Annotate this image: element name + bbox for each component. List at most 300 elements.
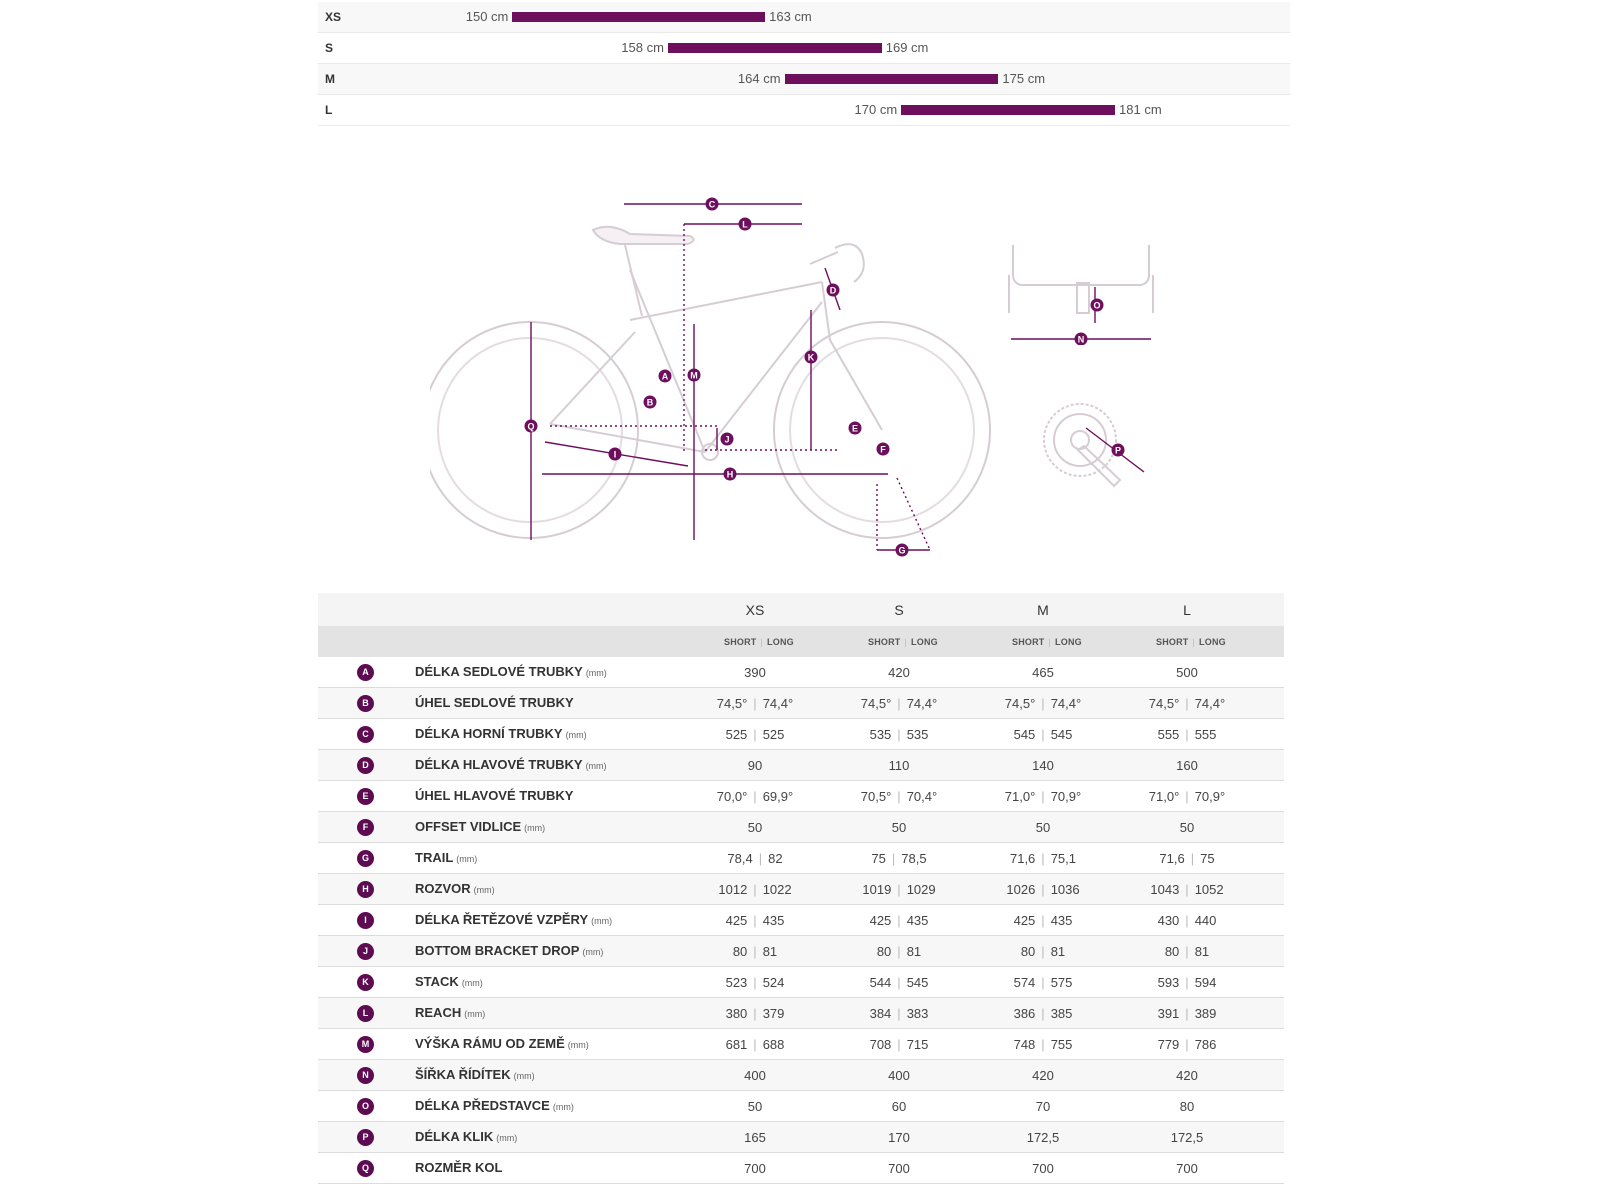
value-short: 80 bbox=[1020, 944, 1036, 959]
badge-g bbox=[896, 544, 909, 557]
value-cell-pair: 70,5° | 70,4° bbox=[860, 789, 938, 804]
svg-text:G: G bbox=[898, 545, 906, 556]
height-range-bar bbox=[512, 12, 765, 22]
value-short: 74,5° bbox=[1004, 696, 1036, 711]
height-min: 164 cm bbox=[737, 71, 781, 86]
value-long: 389 bbox=[1194, 1006, 1217, 1021]
parameter-label: STACK bbox=[415, 974, 459, 989]
short-long-label: SHORT | LONG bbox=[724, 637, 794, 647]
value-cell-pair: 80 | 81 bbox=[732, 944, 778, 959]
value-long: 535 bbox=[906, 727, 929, 742]
svg-text:N: N bbox=[1077, 334, 1085, 345]
badge-d bbox=[827, 284, 840, 297]
value-cell: 50 bbox=[1035, 820, 1051, 835]
height-min: 150 cm bbox=[465, 9, 509, 24]
parameter-name bbox=[415, 974, 483, 989]
value-short: 386 bbox=[1013, 1006, 1036, 1021]
badge-c bbox=[706, 198, 719, 211]
parameter-name bbox=[415, 726, 587, 741]
value-short: 525 bbox=[725, 727, 748, 742]
value-cell-pair: 574 | 575 bbox=[1013, 975, 1073, 990]
value-short: 555 bbox=[1157, 727, 1180, 742]
badge-l bbox=[739, 218, 752, 231]
value-cell-pair: 681 | 688 bbox=[725, 1037, 785, 1052]
value-long: 385 bbox=[1050, 1006, 1073, 1021]
value-cell: 140 bbox=[1032, 758, 1054, 773]
height-row bbox=[318, 64, 1290, 95]
svg-text:B: B bbox=[646, 397, 654, 408]
svg-text:E: E bbox=[851, 423, 859, 434]
short-label: SHORT bbox=[1156, 637, 1189, 647]
badge-m bbox=[688, 369, 701, 382]
short-label: SHORT bbox=[1012, 637, 1045, 647]
geometry-table bbox=[318, 593, 1284, 1184]
svg-text:A: A bbox=[661, 371, 669, 382]
parameter-label: DÉLKA ŘETĚZOVÉ VZPĚRY bbox=[415, 912, 589, 927]
rider-height-chart bbox=[318, 2, 1290, 126]
value-cell-pair: 391 | 389 bbox=[1157, 1006, 1217, 1021]
table-row bbox=[318, 967, 1284, 998]
parameter-unit: (mm) bbox=[473, 885, 495, 895]
value-short: 384 bbox=[869, 1006, 892, 1021]
row-letter-badge: O bbox=[357, 1098, 374, 1115]
value-short: 71,6 bbox=[1159, 851, 1185, 866]
row-letter-badge: J bbox=[357, 943, 374, 960]
value-cell-pair: 1026 | 1036 bbox=[1006, 882, 1080, 897]
value-cell-pair: 380 | 379 bbox=[725, 1006, 785, 1021]
table-row bbox=[318, 812, 1284, 843]
value-long: 74,4° bbox=[1194, 696, 1226, 711]
value-short: 545 bbox=[1013, 727, 1036, 742]
value-cell: 90 bbox=[747, 758, 763, 773]
parameter-unit: (mm) bbox=[461, 978, 483, 988]
parameter-unit: (mm) bbox=[582, 947, 604, 957]
value-long: 75 bbox=[1200, 851, 1215, 866]
value-short: 74,5° bbox=[860, 696, 892, 711]
parameter-name bbox=[415, 943, 603, 958]
table-row bbox=[318, 688, 1284, 719]
value-cell-pair: 1012 | 1022 bbox=[718, 882, 792, 897]
value-cell-pair: 555 | 555 bbox=[1157, 727, 1217, 742]
value-long: 524 bbox=[762, 975, 785, 990]
badge-k bbox=[805, 351, 818, 364]
value-cell-pair: 70,0° | 69,9° bbox=[716, 789, 794, 804]
value-cell: 50 bbox=[747, 820, 763, 835]
value-cell-pair: 71,0° | 70,9° bbox=[1004, 789, 1082, 804]
parameter-name bbox=[415, 850, 477, 865]
value-cell-pair: 593 | 594 bbox=[1157, 975, 1217, 990]
row-letter-badge: F bbox=[357, 819, 374, 836]
value-long: 379 bbox=[762, 1006, 785, 1021]
row-letter-badge: P bbox=[357, 1129, 374, 1146]
value-cell: 700 bbox=[888, 1161, 910, 1176]
badge-q bbox=[525, 420, 538, 433]
badge-a bbox=[659, 370, 672, 383]
bike-geometry-diagram bbox=[430, 190, 1010, 570]
value-cell-pair: 748 | 755 bbox=[1013, 1037, 1073, 1052]
value-cell-pair: 425 | 435 bbox=[725, 913, 785, 928]
row-letter-badge: G bbox=[357, 850, 374, 867]
parameter-name bbox=[415, 1036, 589, 1051]
row-letter-badge: D bbox=[357, 757, 374, 774]
value-short: 80 bbox=[732, 944, 748, 959]
row-letter-badge: N bbox=[357, 1067, 374, 1084]
table-row bbox=[318, 874, 1284, 905]
value-short: 1019 bbox=[862, 882, 892, 897]
height-size-label: L bbox=[325, 103, 333, 117]
value-short: 535 bbox=[869, 727, 892, 742]
value-cell: 390 bbox=[744, 665, 766, 680]
parameter-name bbox=[415, 912, 612, 927]
parameter-unit: (mm) bbox=[456, 854, 478, 864]
table-size-header bbox=[318, 593, 1284, 626]
table-row bbox=[318, 905, 1284, 936]
value-short: 71,0° bbox=[1148, 789, 1180, 804]
row-letter-badge: L bbox=[357, 1005, 374, 1022]
value-long: 383 bbox=[906, 1006, 929, 1021]
value-cell-pair: 74,5° | 74,4° bbox=[1148, 696, 1226, 711]
parameter-unit: (mm) bbox=[496, 1133, 518, 1143]
value-short: 430 bbox=[1157, 913, 1180, 928]
parameter-name bbox=[415, 1098, 574, 1113]
value-short: 708 bbox=[869, 1037, 892, 1052]
value-cell-pair: 71,0° | 70,9° bbox=[1148, 789, 1226, 804]
value-cell: 50 bbox=[891, 820, 907, 835]
table-row bbox=[318, 657, 1284, 688]
parameter-label: DÉLKA PŘEDSTAVCE bbox=[415, 1098, 550, 1113]
value-long: 74,4° bbox=[906, 696, 938, 711]
value-cell-pair: 544 | 545 bbox=[869, 975, 929, 990]
value-long: 525 bbox=[762, 727, 785, 742]
value-cell: 172,5 bbox=[1026, 1130, 1060, 1145]
parameter-name bbox=[415, 788, 573, 803]
table-row bbox=[318, 936, 1284, 967]
row-letter-badge: M bbox=[357, 1036, 374, 1053]
parameter-label: DÉLKA SEDLOVÉ TRUBKY bbox=[415, 664, 583, 679]
table-row bbox=[318, 781, 1284, 812]
row-letter-badge: K bbox=[357, 974, 374, 991]
parameter-label: REACH bbox=[415, 1005, 462, 1020]
parameter-name bbox=[415, 1067, 535, 1082]
svg-text:H: H bbox=[726, 469, 734, 480]
value-long: 545 bbox=[906, 975, 929, 990]
table-row bbox=[318, 1060, 1284, 1091]
parameter-unit: (mm) bbox=[567, 1040, 589, 1050]
parameter-name bbox=[415, 695, 574, 710]
value-short: 71,0° bbox=[1004, 789, 1036, 804]
value-cell-pair: 80 | 81 bbox=[1164, 944, 1210, 959]
value-cell-pair: 779 | 786 bbox=[1157, 1037, 1217, 1052]
parameter-label: OFFSET VIDLICE bbox=[415, 819, 522, 834]
parameter-label: DÉLKA HLAVOVÉ TRUBKY bbox=[415, 757, 583, 772]
height-min: 158 cm bbox=[621, 40, 664, 55]
parameter-label: BOTTOM BRACKET DROP bbox=[415, 943, 580, 958]
parameter-name bbox=[415, 1129, 517, 1144]
parameter-label: ROZMĚR KOL bbox=[415, 1160, 503, 1175]
value-cell: 700 bbox=[744, 1161, 766, 1176]
row-letter-badge: C bbox=[357, 726, 374, 743]
row-letter-badge: H bbox=[357, 881, 374, 898]
short-long-label: SHORT | LONG bbox=[1012, 637, 1082, 647]
value-long: 74,4° bbox=[762, 696, 794, 711]
value-short: 74,5° bbox=[716, 696, 748, 711]
badge-h bbox=[724, 468, 737, 481]
value-cell-pair: 535 | 535 bbox=[869, 727, 929, 742]
value-cell: 700 bbox=[1032, 1161, 1054, 1176]
value-cell-pair: 523 | 524 bbox=[725, 975, 785, 990]
value-long: 435 bbox=[1050, 913, 1073, 928]
value-long: 688 bbox=[762, 1037, 785, 1052]
parameter-unit: (mm) bbox=[585, 761, 607, 771]
value-long: 69,9° bbox=[762, 789, 794, 804]
value-short: 425 bbox=[869, 913, 892, 928]
parameter-unit: (mm) bbox=[464, 1009, 486, 1019]
value-long: 435 bbox=[762, 913, 785, 928]
badge-n bbox=[1075, 333, 1088, 346]
value-long: 81 bbox=[1050, 944, 1066, 959]
value-long: 1022 bbox=[762, 882, 792, 897]
svg-text:O: O bbox=[1093, 300, 1101, 311]
value-long: 74,4° bbox=[1050, 696, 1082, 711]
parameter-name bbox=[415, 664, 607, 679]
height-range-bar bbox=[668, 43, 882, 53]
height-min: 170 cm bbox=[854, 102, 898, 117]
value-cell: 400 bbox=[744, 1068, 766, 1083]
height-max: 181 cm bbox=[1119, 102, 1162, 117]
value-cell: 110 bbox=[888, 758, 910, 773]
height-row bbox=[318, 33, 1290, 64]
value-short: 391 bbox=[1157, 1006, 1180, 1021]
value-short: 425 bbox=[1013, 913, 1036, 928]
long-label: LONG bbox=[911, 637, 938, 647]
table-subheader bbox=[318, 626, 1284, 657]
parameter-unit: (mm) bbox=[513, 1071, 535, 1081]
parameter-label: ROZVOR bbox=[415, 881, 471, 896]
value-cell: 172,5 bbox=[1170, 1130, 1204, 1145]
badge-p bbox=[1112, 444, 1125, 457]
value-cell: 420 bbox=[1176, 1068, 1198, 1083]
short-label: SHORT bbox=[868, 637, 901, 647]
svg-text:C: C bbox=[708, 199, 716, 210]
value-cell: 420 bbox=[1032, 1068, 1054, 1083]
value-short: 425 bbox=[725, 913, 748, 928]
value-long: 594 bbox=[1194, 975, 1217, 990]
svg-text:L: L bbox=[742, 219, 748, 230]
table-row bbox=[318, 1091, 1284, 1122]
value-long: 715 bbox=[906, 1037, 929, 1052]
value-long: 78,5 bbox=[901, 851, 927, 866]
svg-text:P: P bbox=[1114, 445, 1122, 456]
short-label: SHORT bbox=[724, 637, 757, 647]
short-long-label: SHORT | LONG bbox=[1156, 637, 1226, 647]
value-long: 70,9° bbox=[1050, 789, 1082, 804]
svg-text:F: F bbox=[880, 444, 886, 455]
value-short: 593 bbox=[1157, 975, 1180, 990]
parameter-name bbox=[415, 881, 495, 896]
value-long: 1036 bbox=[1050, 882, 1080, 897]
value-cell-pair: 80 | 81 bbox=[876, 944, 922, 959]
value-cell-pair: 386 | 385 bbox=[1013, 1006, 1073, 1021]
value-cell-pair: 71,6 | 75,1 bbox=[1009, 851, 1076, 866]
size-column-header: XS bbox=[745, 602, 765, 618]
parameter-unit: (mm) bbox=[565, 730, 587, 740]
parameter-unit: (mm) bbox=[524, 823, 546, 833]
height-size-label: XS bbox=[325, 10, 342, 24]
height-row bbox=[318, 2, 1290, 33]
handlebar-diagram bbox=[1005, 235, 1155, 345]
height-max: 175 cm bbox=[1002, 71, 1046, 86]
size-column-header: L bbox=[1183, 602, 1191, 618]
value-long: 575 bbox=[1050, 975, 1073, 990]
parameter-name bbox=[415, 1005, 485, 1020]
value-cell: 50 bbox=[747, 1099, 763, 1114]
badge-i bbox=[609, 448, 622, 461]
value-long: 786 bbox=[1194, 1037, 1217, 1052]
value-cell: 170 bbox=[888, 1130, 910, 1145]
value-long: 1052 bbox=[1194, 882, 1224, 897]
height-range-bar bbox=[785, 74, 999, 84]
value-short: 779 bbox=[1157, 1037, 1180, 1052]
value-long: 81 bbox=[906, 944, 922, 959]
parameter-label: ÚHEL SEDLOVÉ TRUBKY bbox=[415, 695, 574, 710]
svg-text:J: J bbox=[724, 434, 730, 445]
value-cell-pair: 74,5° | 74,4° bbox=[860, 696, 938, 711]
value-long: 70,9° bbox=[1194, 789, 1226, 804]
parameter-label: VÝŠKA RÁMU OD ZEMĚ bbox=[415, 1036, 565, 1051]
row-letter-badge: E bbox=[357, 788, 374, 805]
value-cell-pair: 425 | 435 bbox=[869, 913, 929, 928]
short-long-label: SHORT | LONG bbox=[868, 637, 938, 647]
value-long: 555 bbox=[1194, 727, 1217, 742]
value-long: 545 bbox=[1050, 727, 1073, 742]
table-body bbox=[318, 657, 1284, 1184]
height-range-bar bbox=[901, 105, 1115, 115]
parameter-unit: (mm) bbox=[585, 668, 607, 678]
value-short: 70,5° bbox=[860, 789, 892, 804]
value-long: 435 bbox=[906, 913, 929, 928]
value-cell: 465 bbox=[1032, 665, 1054, 680]
value-short: 71,6 bbox=[1009, 851, 1036, 866]
value-cell-pair: 1019 | 1029 bbox=[862, 882, 936, 897]
value-cell: 400 bbox=[888, 1068, 910, 1083]
value-short: 75 bbox=[871, 851, 886, 866]
row-letter-badge: B bbox=[357, 695, 374, 712]
saddle bbox=[593, 227, 694, 244]
badge-e bbox=[849, 422, 862, 435]
value-long: 1029 bbox=[906, 882, 936, 897]
value-cell: 80 bbox=[1179, 1099, 1195, 1114]
value-cell-pair: 708 | 715 bbox=[869, 1037, 929, 1052]
table-row bbox=[318, 750, 1284, 781]
parameter-label: DÉLKA KLIK bbox=[415, 1129, 494, 1144]
value-short: 80 bbox=[876, 944, 892, 959]
value-short: 574 bbox=[1013, 975, 1036, 990]
value-short: 544 bbox=[869, 975, 892, 990]
value-cell: 60 bbox=[891, 1099, 907, 1114]
badge-b bbox=[644, 396, 657, 409]
value-cell-pair: 75 | 78,5 bbox=[871, 851, 927, 866]
value-short: 70,0° bbox=[716, 789, 748, 804]
parameter-label: TRAIL bbox=[415, 850, 454, 865]
frame bbox=[550, 270, 882, 452]
value-cell-pair: 74,5° | 74,4° bbox=[716, 696, 794, 711]
value-short: 80 bbox=[1164, 944, 1180, 959]
svg-text:K: K bbox=[807, 352, 815, 363]
svg-text:M: M bbox=[690, 370, 698, 381]
value-short: 74,5° bbox=[1148, 696, 1180, 711]
value-long: 755 bbox=[1050, 1037, 1073, 1052]
value-cell-pair: 71,6 | 75 bbox=[1159, 851, 1215, 866]
long-label: LONG bbox=[1055, 637, 1082, 647]
long-label: LONG bbox=[1199, 637, 1226, 647]
crankset-diagram bbox=[1040, 400, 1150, 500]
value-short: 1026 bbox=[1006, 882, 1036, 897]
value-short: 681 bbox=[725, 1037, 748, 1052]
row-letter-badge: I bbox=[357, 912, 374, 929]
value-cell-pair: 78,4 | 82 bbox=[727, 851, 783, 866]
value-cell-pair: 1043 | 1052 bbox=[1150, 882, 1224, 897]
table-row bbox=[318, 1153, 1284, 1184]
value-long: 75,1 bbox=[1050, 851, 1076, 866]
long-label: LONG bbox=[767, 637, 794, 647]
value-long: 70,4° bbox=[906, 789, 938, 804]
value-cell-pair: 430 | 440 bbox=[1157, 913, 1217, 928]
height-max: 169 cm bbox=[885, 40, 929, 55]
size-column-header: S bbox=[894, 602, 904, 618]
height-size-label: M bbox=[325, 72, 335, 86]
value-cell-pair: 425 | 435 bbox=[1013, 913, 1073, 928]
value-long: 440 bbox=[1194, 913, 1217, 928]
parameter-name bbox=[415, 819, 545, 834]
svg-text:I: I bbox=[613, 449, 617, 460]
value-cell-pair: 74,5° | 74,4° bbox=[1004, 696, 1082, 711]
value-short: 78,4 bbox=[727, 851, 753, 866]
value-short: 1043 bbox=[1150, 882, 1180, 897]
parameter-name bbox=[415, 757, 607, 772]
badge-f bbox=[877, 443, 890, 456]
parameter-label: ŠÍŘKA ŘÍDÍTEK bbox=[415, 1067, 511, 1082]
value-long: 81 bbox=[762, 944, 778, 959]
size-column-header: M bbox=[1037, 602, 1049, 618]
parameter-unit: (mm) bbox=[552, 1102, 574, 1112]
value-cell: 700 bbox=[1176, 1161, 1198, 1176]
parameter-label: ÚHEL HLAVOVÉ TRUBKY bbox=[415, 788, 574, 803]
svg-text:D: D bbox=[829, 285, 837, 296]
value-short: 1012 bbox=[718, 882, 748, 897]
table-row bbox=[318, 1122, 1284, 1153]
table-row bbox=[318, 998, 1284, 1029]
value-cell: 160 bbox=[1176, 758, 1198, 773]
value-cell-pair: 80 | 81 bbox=[1020, 944, 1066, 959]
value-short: 748 bbox=[1013, 1037, 1036, 1052]
table-row bbox=[318, 843, 1284, 874]
value-short: 380 bbox=[725, 1006, 748, 1021]
value-cell: 50 bbox=[1179, 820, 1195, 835]
value-cell: 165 bbox=[744, 1130, 766, 1145]
parameter-name bbox=[415, 1160, 502, 1175]
table-row bbox=[318, 1029, 1284, 1060]
value-cell: 420 bbox=[888, 665, 910, 680]
value-long: 81 bbox=[1194, 944, 1210, 959]
value-cell: 500 bbox=[1176, 665, 1198, 680]
table-row bbox=[318, 719, 1284, 750]
svg-text:Q: Q bbox=[527, 421, 535, 432]
row-letter-badge: A bbox=[357, 664, 374, 681]
row-letter-badge: Q bbox=[357, 1160, 374, 1177]
height-row bbox=[318, 95, 1290, 126]
value-short: 523 bbox=[725, 975, 748, 990]
parameter-unit: (mm) bbox=[591, 916, 613, 926]
